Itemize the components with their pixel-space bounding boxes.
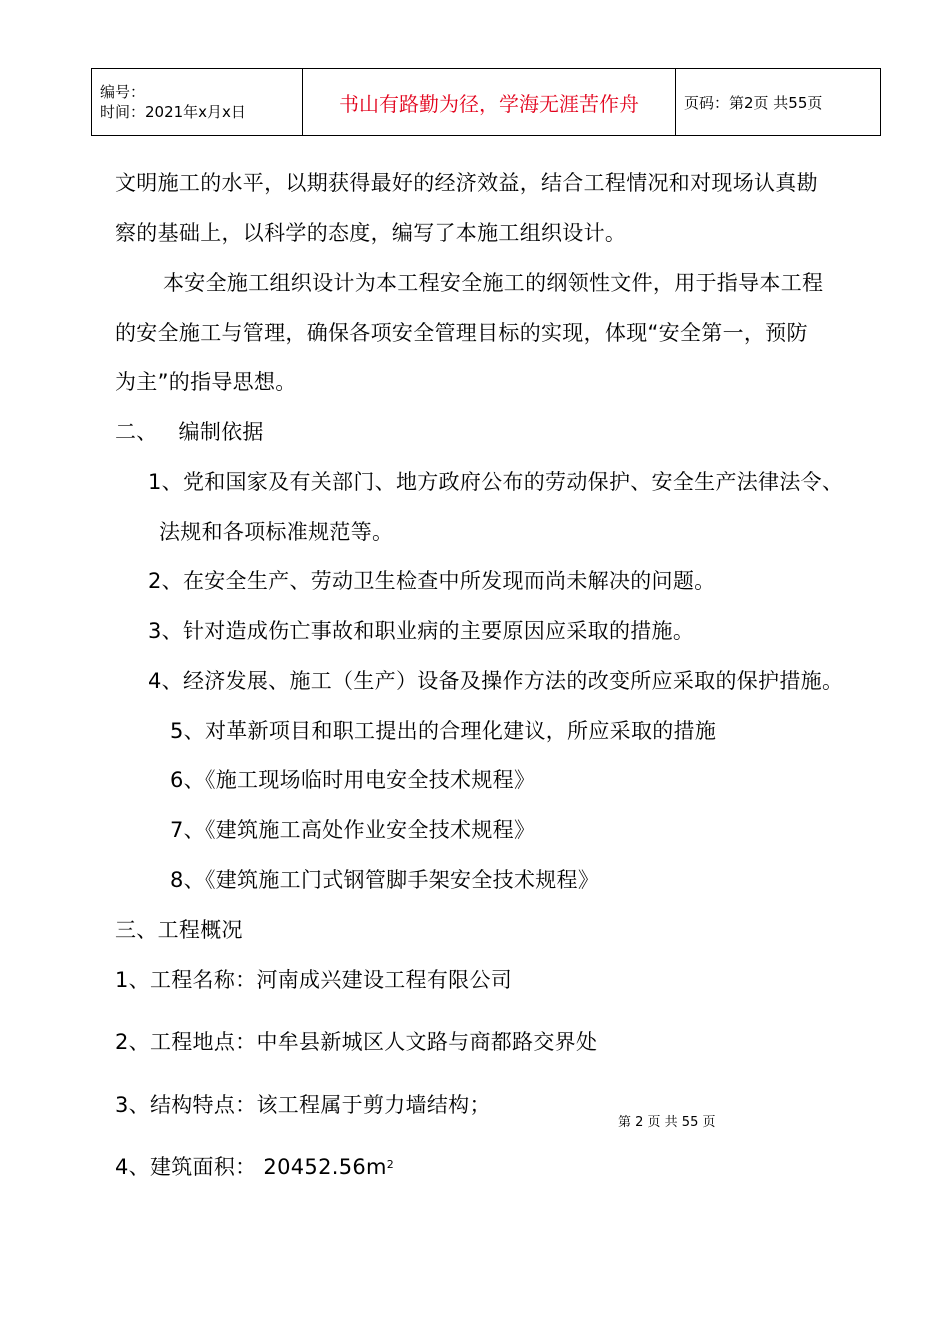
area-unit-superscript: 2 xyxy=(386,1158,395,1171)
overview-item-2: 2、工程地点：中牟县新城区人文路与商都路交界处 xyxy=(115,1030,598,1054)
page-footer: 第 2 页 共 55 页 xyxy=(618,1115,716,1130)
paragraph-2-line-1: 本安全施工组织设计为本工程安全施工的纲领性文件，用于指导本工程 xyxy=(163,271,824,295)
basis-item-5: 5、对革新项目和职工提出的合理化建议，所应采取的措施 xyxy=(170,719,717,743)
basis-item-7: 7、《建筑施工高处作业安全技术规程》 xyxy=(170,818,536,842)
basis-item-3: 3、针对造成伤亡事故和职业病的主要原因应采取的措施。 xyxy=(148,619,695,643)
document-code: 编号： xyxy=(100,83,146,101)
paragraph-1-line-2: 察的基础上，以科学的态度，编写了本施工组织设计。 xyxy=(115,221,627,245)
basis-item-8: 8、《建筑施工门式钢管脚手架安全技术规程》 xyxy=(170,868,600,892)
basis-item-1: 1、党和国家及有关部门、地方政府公布的劳动保护、安全生产法律法令、 xyxy=(148,470,844,494)
overview-item-3: 3、结构特点：该工程属于剪力墙结构； xyxy=(115,1093,491,1117)
section-3-title: 三、工程概况 xyxy=(115,918,243,942)
header-motto: 书山有路勤为径，学海无涯苦作舟 xyxy=(303,69,676,136)
basis-item-1-continued: 法规和各项标准规范等。 xyxy=(159,520,394,544)
section-2-title: 二、 编制依据 xyxy=(115,420,264,444)
paragraph-2-line-3: 为主”的指导思想。 xyxy=(115,370,297,394)
header-table xyxy=(91,68,881,136)
document-time: 时间：2021年x月x日 xyxy=(100,103,246,121)
building-area-label: 4、建筑面积： 20452.56m xyxy=(115,1155,387,1179)
header-meta-cell xyxy=(92,69,303,136)
paragraph-1-line-1: 文明施工的水平，以期获得最好的经济效益，结合工程情况和对现场认真勘 xyxy=(115,171,818,195)
basis-item-2: 2、在安全生产、劳动卫生检查中所发现而尚未解决的问题。 xyxy=(148,569,716,593)
header-page-number: 页码：第2页 共55页 xyxy=(676,69,881,136)
overview-item-4 xyxy=(115,1152,394,1182)
paragraph-2-line-2: 的安全施工与管理，确保各项安全管理目标的实现，体现“安全第一，预防 xyxy=(115,321,808,345)
basis-item-4: 4、经济发展、施工（生产）设备及操作方法的改变所应采取的保护措施。 xyxy=(148,669,844,693)
overview-item-1: 1、工程名称：河南成兴建设工程有限公司 xyxy=(115,968,513,992)
basis-item-6: 6、《施工现场临时用电安全技术规程》 xyxy=(170,768,536,792)
